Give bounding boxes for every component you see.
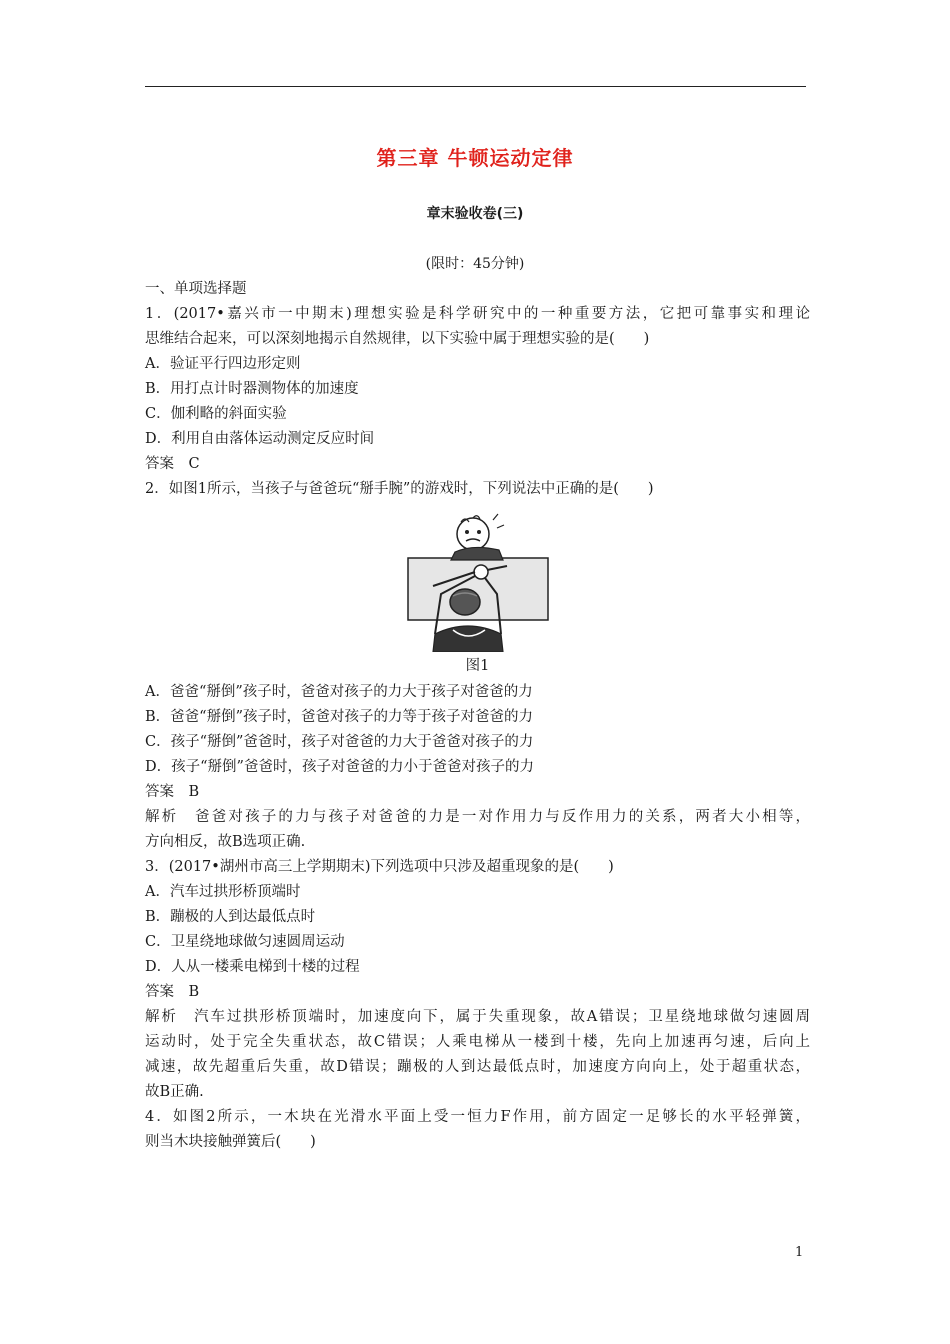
q2-analysis-line: 解析 爸爸对孩子的力与孩子对爸爸的力是一对作用力与反作用力的关系，两者大小相等， [145, 809, 810, 825]
q2-answer: 答案 B [145, 784, 200, 800]
header-rule [145, 86, 806, 87]
q3-analysis-line: 故B正确. [145, 1084, 204, 1100]
chapter-title: 第三章 牛顿运动定律 [376, 146, 574, 170]
q1-option-c: C．伽利略的斜面实验 [145, 406, 287, 422]
q3-option-c: C．卫星绕地球做匀速圆周运动 [145, 934, 345, 950]
q3-option-b: B．蹦极的人到达最低点时 [145, 909, 316, 925]
figure-1-caption: 图1 [465, 658, 490, 674]
arm-wrestling-illustration [403, 510, 553, 652]
q1-stem-line: 思维结合起来，可以深刻地揭示自然规律，以下实验中属于理想实验的是( ) [145, 331, 650, 347]
q1-option-b: B．用打点计时器测物体的加速度 [145, 381, 359, 397]
q1-answer: 答案 C [145, 456, 200, 472]
q2-option-c: C．孩子“掰倒”爸爸时，孩子对爸爸的力大于爸爸对孩子的力 [145, 734, 534, 750]
time-limit: (限时：45分钟) [425, 256, 525, 272]
q2-stem-line: 2．如图1所示，当孩子与爸爸玩“掰手腕”的游戏时，下列说法中正确的是( ) [145, 481, 654, 497]
exam-content [145, 277, 810, 1155]
page-number: 1 [795, 1245, 804, 1260]
exam-subtitle: 章末验收卷(三) [426, 206, 524, 222]
q3-analysis-line: 减速，故先超重后失重，故D错误；蹦极的人到达最低点时，加速度方向向上，处于超重状态， [145, 1059, 810, 1075]
q2-option-b: B．爸爸“掰倒”孩子时，爸爸对孩子的力等于孩子对爸爸的力 [145, 709, 533, 725]
q2-option-a: A．爸爸“掰倒”孩子时，爸爸对孩子的力大于孩子对爸爸的力 [145, 684, 533, 700]
q3-analysis-line: 解析 汽车过拱形桥顶端时，加速度向下，属于失重现象，故A错误；卫星绕地球做匀速圆周 [145, 1009, 810, 1025]
q3-analysis-line: 运动时，处于完全失重状态，故C错误；人乘电梯从一楼到十楼，先向上加速再匀速，后向上 [145, 1034, 810, 1050]
q1-stem-line: 1．(2017•嘉兴市一中期末)理想实验是科学研究中的一种重要方法，它把可靠事实和理论 [145, 306, 810, 322]
figure-1 [145, 502, 810, 652]
q4-stem-line: 则当木块接触弹簧后( ) [145, 1134, 316, 1150]
q3-answer: 答案 B [145, 984, 200, 1000]
q3-option-d: D．人从一楼乘电梯到十楼的过程 [145, 959, 360, 975]
section-heading: 一、单项选择题 [145, 281, 247, 297]
q2-analysis-line: 方向相反，故B选项正确. [145, 834, 306, 850]
q3-stem-line: 3．(2017•湖州市高三上学期期末)下列选项中只涉及超重现象的是( ) [145, 859, 614, 875]
q2-option-d: D．孩子“掰倒”爸爸时，孩子对爸爸的力小于爸爸对孩子的力 [145, 759, 534, 775]
q4-stem-line: 4．如图2所示，一木块在光滑水平面上受一恒力F作用，前方固定一足够长的水平轻弹簧， [145, 1109, 810, 1125]
q1-option-a: A．验证平行四边形定则 [145, 356, 301, 372]
q3-option-a: A．汽车过拱形桥顶端时 [145, 884, 301, 900]
q1-option-d: D．利用自由落体运动测定反应时间 [145, 431, 375, 447]
